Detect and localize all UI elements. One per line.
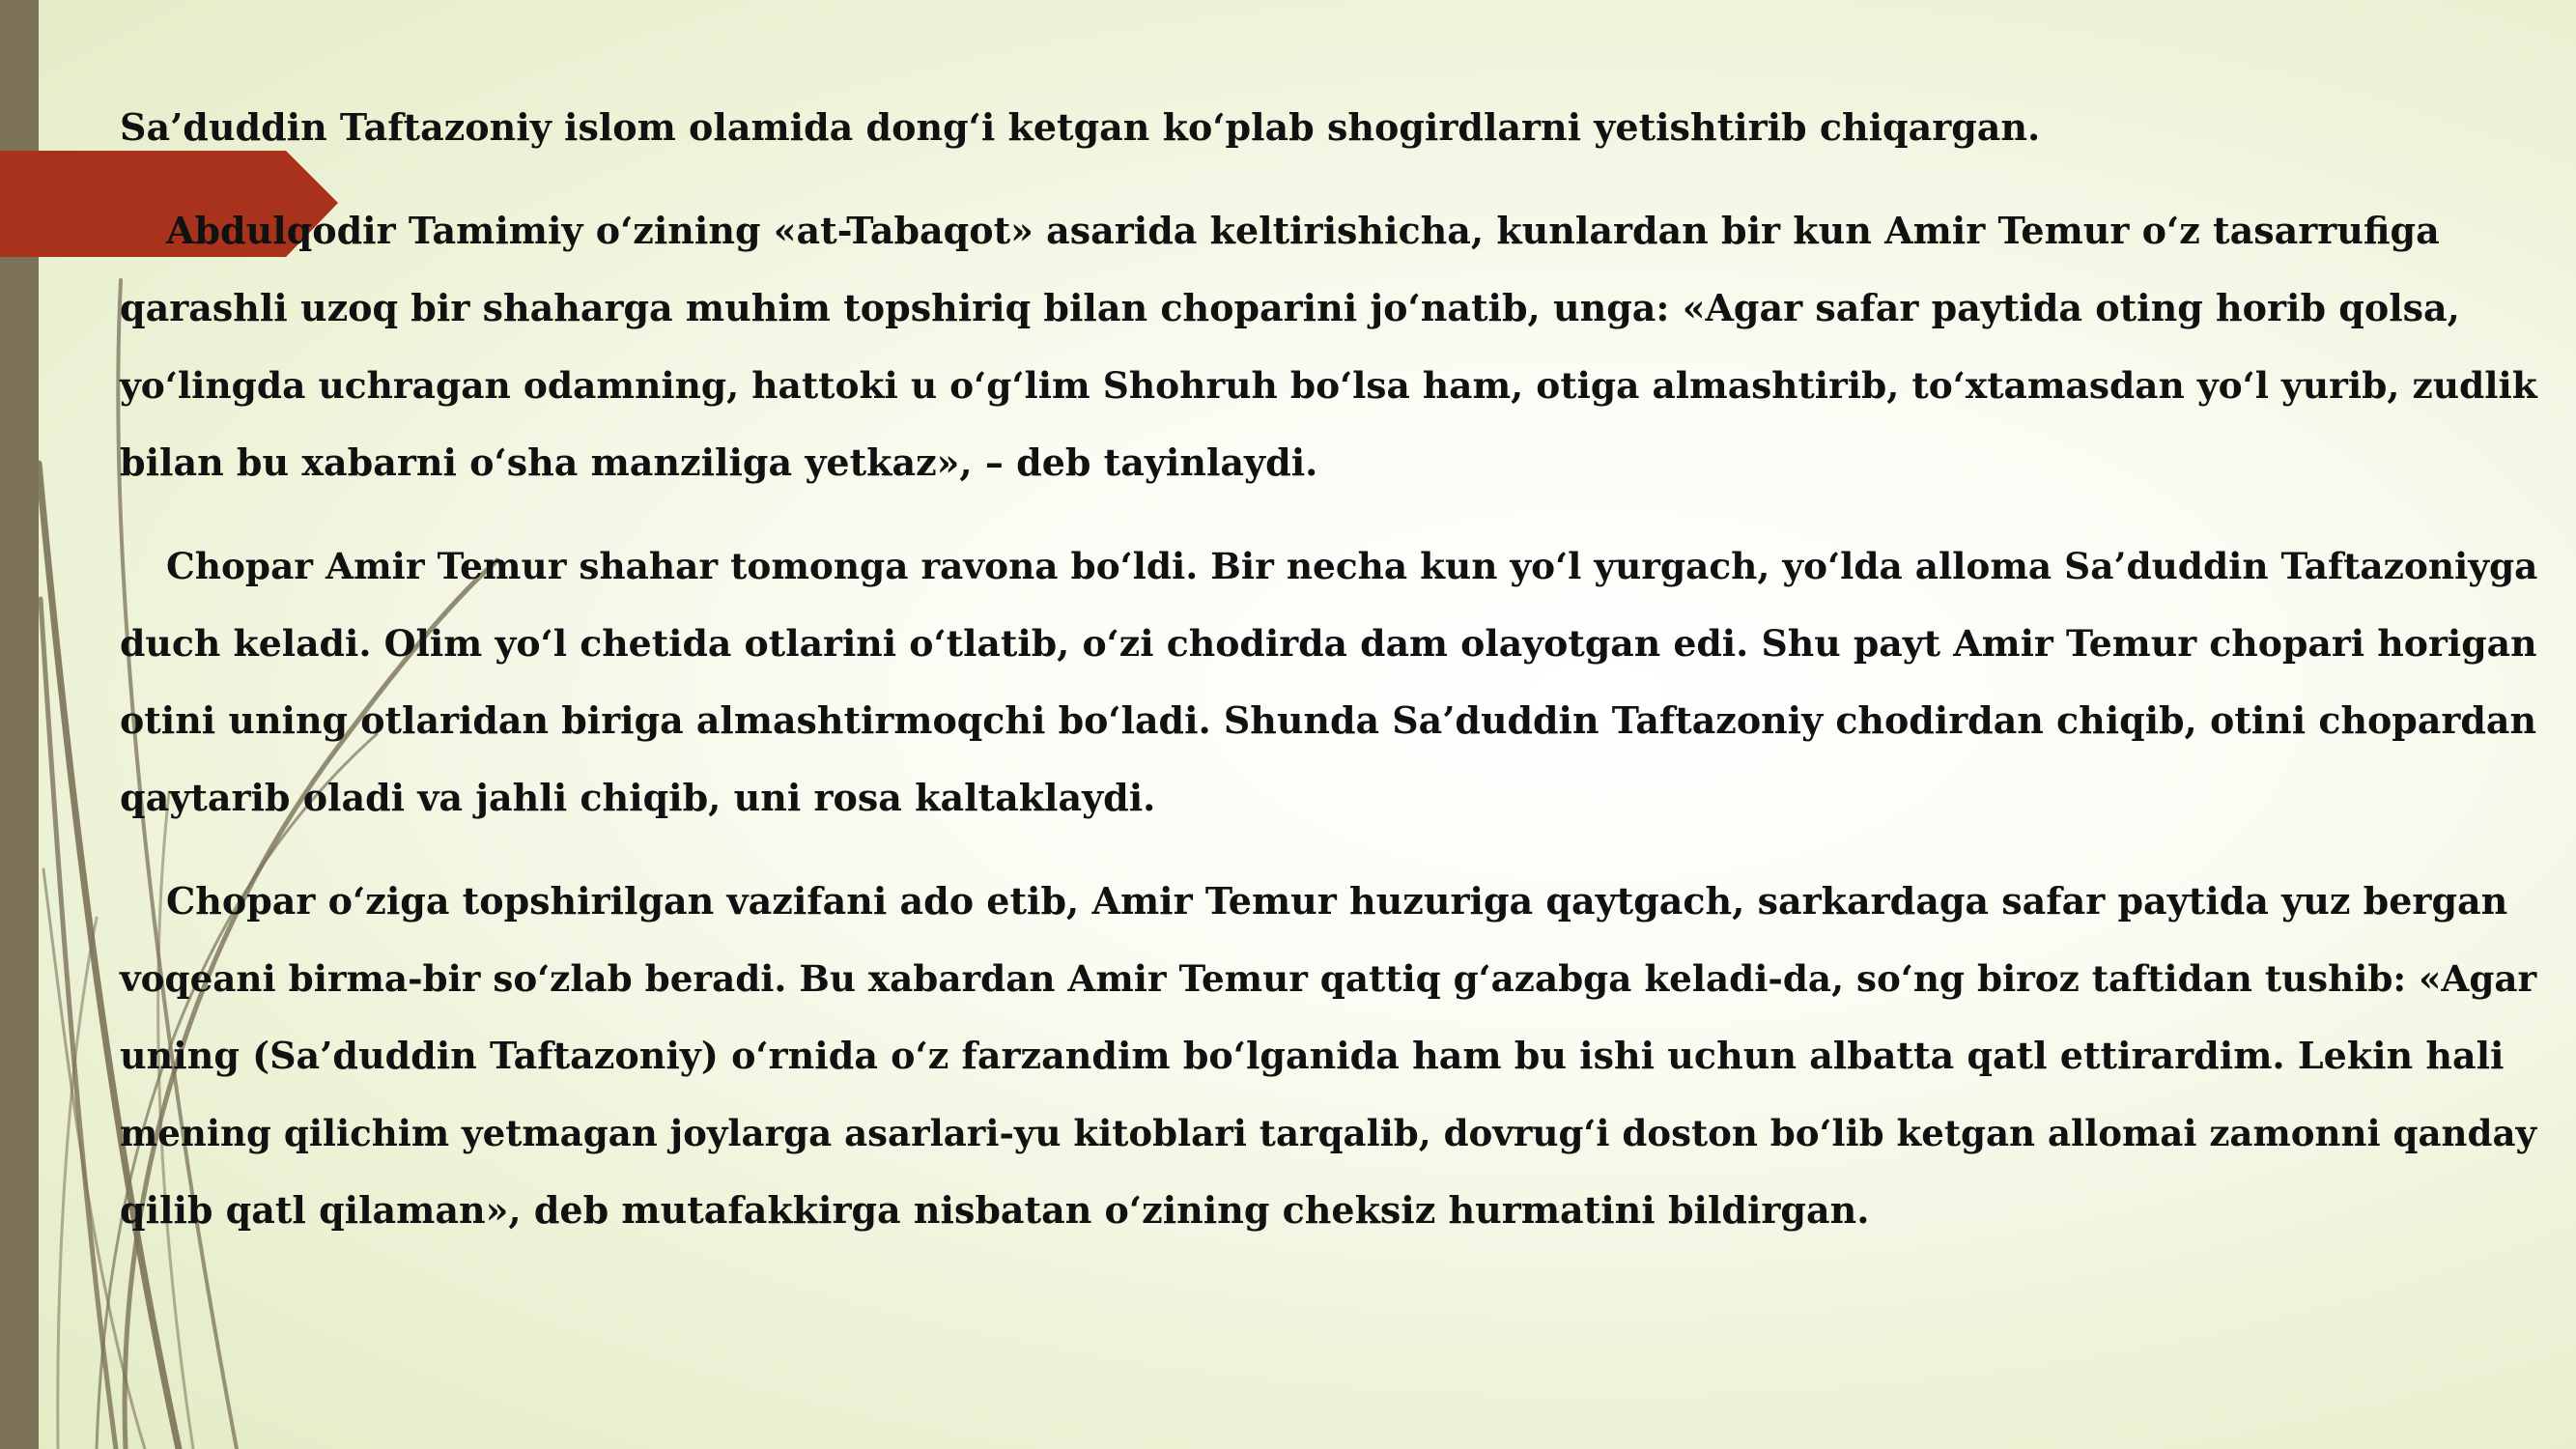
paragraph-4 — [120, 863, 2537, 1249]
paragraph-3 — [120, 527, 2538, 837]
text-line: Sa’duddin Taftazoniy islom olamida dong‘i ketgan ko‘plab shogirdlarni yetishtirib chiqargan. — [120, 105, 2041, 149]
paragraph-1 — [120, 89, 2477, 166]
text-line: duch keladi. Olim yo‘l chetida otlarini o‘tlatib, o‘zi chodirda dam olayotgan edi. Shu payt Amir Temur chopari horigan — [120, 622, 2537, 665]
text-body — [120, 89, 2538, 1275]
paragraph-2 — [120, 192, 2537, 501]
text-line: yo‘lingda uchragan odamning, hattoki u o‘g‘lim Shohruh bo‘lsa ham, otiga almashtirib, to‘xtamasdan yo‘l yurib, zudlik — [120, 364, 2537, 407]
text-line: qarashli uzoq bir shaharga muhim topshiriq bilan choparini jo‘natib, unga: «Agar safar paytida oting horib qolsa, — [120, 286, 2460, 329]
text-line: uning (Sa’duddin Taftazoniy) o‘rnida o‘z farzandim bo‘lganida ham bu ishi uchun albatta qatl ettirardim. Lekin hali — [120, 1034, 2505, 1077]
text-line: bilan bu xabarni o‘sha manziliga yetkaz», – deb tayinlaydi. — [120, 440, 1318, 484]
text-line: Abdulqodir Tamimiy o‘zining «at-Tabaqot» asarida keltirishicha, kunlardan bir kun Amir Temur o‘z tasarrufiga — [166, 209, 2440, 252]
text-line: Chopar o‘ziga topshirilgan vazifani ado etib, Amir Temur huzuriga qaytgach, sarkardaga safar paytida yuz bergan — [166, 879, 2508, 923]
text-line: Chopar Amir Temur shahar tomonga ravona bo‘ldi. Bir necha kun yo‘l yurgach, yo‘lda alloma Sa’duddin Taftazoniyga — [166, 545, 2538, 587]
text-line: voqeani birma-bir so‘zlab beradi. Bu xabardan Amir Temur qattiq g‘azabga keladi-da, so‘ng biroz taftidan tushib: «Agar — [120, 957, 2537, 1000]
text-line: otini uning otlaridan biriga almashtirmoqchi bo‘ladi. Shunda Sa’duddin Taftazoniy chodirdan chiqib, otini chopardan — [120, 698, 2537, 742]
text-line: mening qilichim yetmagan joylarga asarlari-yu kitoblari tarqalib, dovrug‘i doston bo‘lib ketgan allomai zamonni qanday — [120, 1112, 2537, 1154]
stem-line — [58, 918, 97, 1449]
text-line: qaytarib oladi va jahli chiqib, uni rosa kaltaklaydi. — [120, 776, 1156, 819]
text-line: qilib qatl qilaman», deb mutafakkirga nisbatan o‘zining cheksiz hurmatini bildirgan. — [120, 1188, 1870, 1232]
